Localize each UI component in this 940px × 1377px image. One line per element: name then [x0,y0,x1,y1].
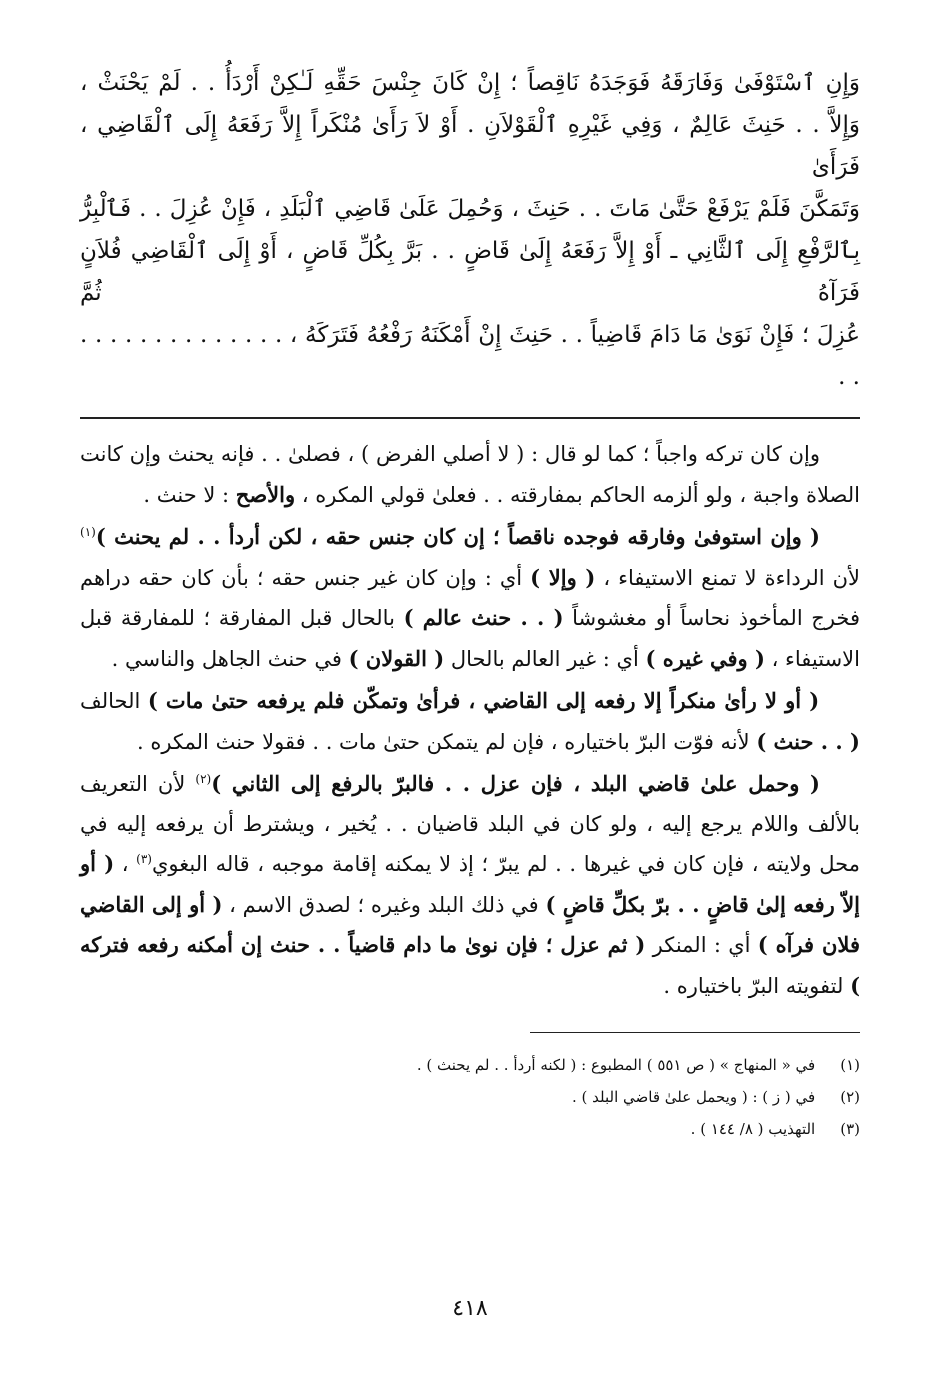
commentary-text: بالحال قبل المفارقة ؛ للمفارقة قبل الاستيفاء ، [80,606,860,671]
footnotes-block [80,1049,860,1145]
matn-quote: ( وحمل علىٰ قاضي البلد ، فإن عزل . . فالبرّ بالرفع إلى الثاني ) [211,771,820,796]
footnote-number: (٣) [840,1120,860,1138]
commentary-text: ، [114,852,129,876]
commentary-paragraph [80,435,860,515]
matn-quote: ( أو لا رأىٰ منكراً إلا رفعه إلى القاضي ، فرأىٰ وتمكّن فلم يرفعه حتىٰ مات ) [147,688,820,713]
footnote-item [80,1049,860,1081]
matn-text-block [80,62,860,398]
commentary-bold-term: والأصح [235,481,296,507]
matn-quote: ( وإلا ) [530,564,596,590]
commentary-text: الحالف [80,689,141,713]
commentary-paragraph [80,764,860,1006]
footnote-separator-rule [530,1032,860,1033]
commentary-text: أي : المنكر [645,933,751,957]
commentary-paragraph [80,517,860,679]
commentary-text-block [80,435,860,1006]
page-body [80,62,860,1145]
commentary-text: في ذلك البلد وغيره ؛ لصدق الاسم ، [222,892,539,917]
footnote-item [80,1081,860,1113]
page-number: ٤١٨ [452,1296,488,1321]
matn-quote: ( . . حنث ) [756,728,860,754]
footnote-text: في « المنهاج » ( ص ٥٥١ ) المطبوع : ( لكنه أردأ . . لم يحنث ) . [416,1056,816,1074]
matn-line: وَإِنِ ٱسْتَوْفَىٰ وَفَارَقَهُ فَوَجَدَهُ نَاقِصاً ؛ إِنْ كَانَ جِنْسَ حَقِّهِ لَـٰكِنْ أَرْدَأُ . . لَمْ يَحْنَثْ ، [80,70,860,96]
footnote-ref[interactable]: (١) [80,525,96,539]
matn-line: عُزِلَ ؛ فَإِنْ نَوَىٰ مَا دَامَ قَاضِياً . . حَنِثَ إِنْ أَمْكَنَهُ رَفْعُهُ فَتَرَكَهُ ، . . . . . . . . . . . . . . . . [80,322,860,390]
commentary-text: في حنث الجاهل والناسي . [111,646,342,671]
commentary-text: لتفويته البرّ باختياره . [663,973,844,998]
commentary-paragraph [80,681,860,762]
matn-quote: ( أو إلى القاضي فلان فرآه ) [80,891,860,957]
commentary-text: أي : غير العالم بالحال [444,646,639,671]
commentary-text: لأن الرداءة لا تمنع الاستيفاء ، [595,565,860,590]
commentary-text: أي : وإن كان غير جنس حقه ؛ بأن كان حقه دراهم فخرج المأخوذ نحاساً أو مغشوشاً [80,565,861,630]
commentary-text: وإن كان تركه واجباً ؛ كما لو قال : ( لا أصلي الفرض ) ، فصلىٰ . . فإنه يحنث وإن كانت الصلاة واجبة ، ولو ألزمه الحاكم بمفارقته . . فعلىٰ قولي المكره ، [80,442,860,507]
matn-line: وَتَمَكَّنَ فَلَمْ يَرْفَعْ حَتَّىٰ مَاتَ . . حَنِثَ ، وَحُمِلَ عَلَىٰ قَاضِي ٱلْبَلَدِ ، فَإِنْ عُزِلَ . . فَٱلْبِرُّ [80,196,860,222]
commentary-text: لأن التعريف بالألف واللام يرجع إليه ، ولو كان في البلد قاضيان . . يُخير ، ويشترط أن يرفعه إليه في محل ولايته ، فإن كان في غيرها . . لم يبرّ ؛ إذ لا يمكنه إقامة موجبه ، قاله البغوي [80,772,860,876]
footnote-number: (٢) [840,1088,860,1106]
matn-line: بِٱلرَّفْعِ إِلَى ٱلثَّانِي ـ أَوْ إِلاَّ رَفَعَهُ إِلَىٰ قَاضٍ . . بَرَّ بِكُلِّ قَاضٍ ، أَوْ إِلَى ٱلْقَاضِي فُلاَنٍ فَرَآهُ ثُمَّ [80,238,860,306]
footnote-number: (١) [840,1056,860,1074]
footnote-text: التهذيب ( ٨/ ١٤٤ ) . [690,1120,816,1138]
footnote-item [80,1113,860,1145]
footnote-ref[interactable]: (٢) [195,772,212,786]
footnote-ref[interactable]: (٣) [136,852,152,866]
footnote-text: في ( ز ) : ( ويحمل علىٰ قاضي البلد ) . [571,1088,816,1106]
matn-quote: ( وفي غيره ) [645,645,765,671]
commentary-text: لأنه فوّت البرّ باختياره ، فإن لم يتمكن حتىٰ مات . . فقولا حنث المكره . [136,729,750,754]
matn-line: وَإِلاَّ . . حَنِثَ عَالِمٌ ، وَفِي غَيْرِهِ ٱلْقَوْلاَنِ . أَوْ لاَ رَأَىٰ مُنْكَراً إِلاَّ رَفَعَهُ إِلَى ٱلْقَاضِي ، فَرَأَىٰ [80,112,860,180]
matn-quote: ( ثم عزل ؛ فإن نوىٰ ما دام قاضياً . . حنث إن أمكنه رفعه فتركه ) [80,932,860,998]
matn-quote: ( وإن استوفىٰ وفارقه فوجده ناقصاً ؛ إن كان جنس حقه ، لكن أردأ . . لم يحنث ) [95,524,820,549]
matn-quote: ( . . حنث عالم ) [403,605,564,630]
matn-quote: ( القولان ) [348,645,445,671]
matn-quote: ( أو إلاّ رفعه إلىٰ قاضٍ . . برّ بكلِّ قاضٍ ) [80,851,861,917]
commentary-text: : لا حنث . [143,482,230,507]
matn-separator-rule [80,417,860,419]
